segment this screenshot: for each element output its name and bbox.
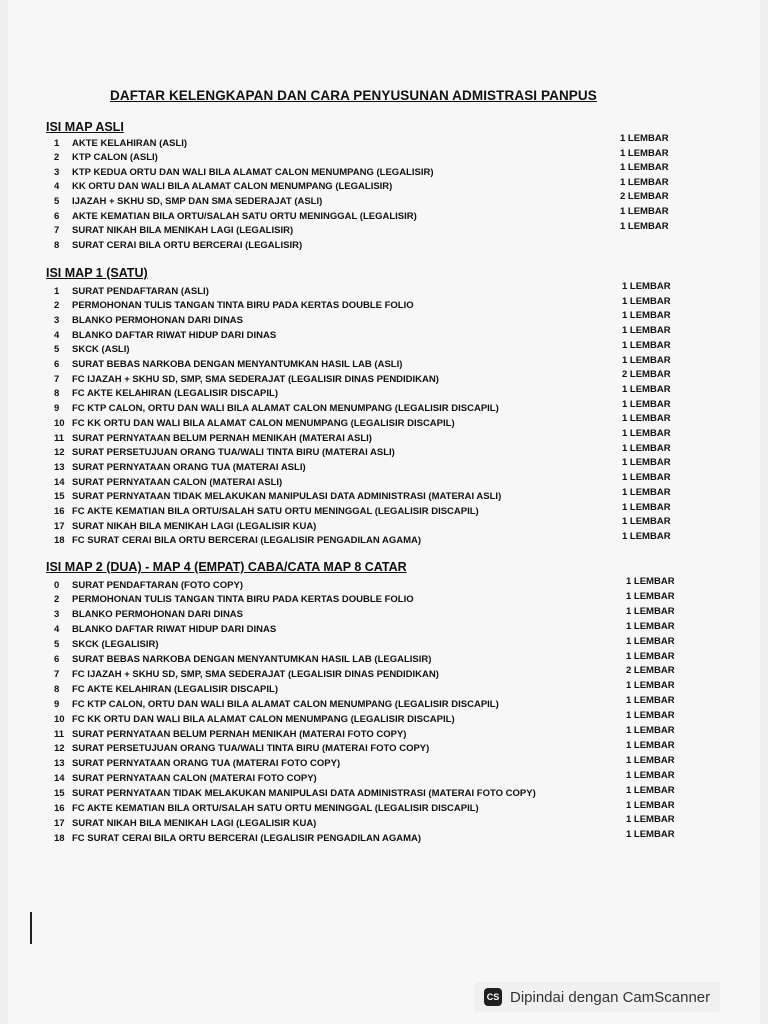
item-text: SURAT PERNYATAAN TIDAK MELAKUKAN MANIPULASI DATA ADMINISTRASI (MATERAI ASLI)	[72, 491, 502, 503]
item-quantity: 1 LEMBAR	[626, 635, 675, 647]
item-number: 12	[54, 743, 65, 755]
item-quantity: 1 LEMBAR	[622, 530, 671, 542]
item-text: KK ORTU DAN WALI BILA ALAMAT CALON MENUMPANG (LEGALISIR)	[72, 181, 393, 193]
list-item	[48, 653, 431, 667]
item-number: 2	[54, 152, 60, 164]
list-item	[48, 372, 439, 386]
item-text: SKCK (ASLI)	[72, 344, 130, 356]
item-quantity: 2 LEMBAR	[620, 191, 669, 203]
section-heading: ISI MAP 2 (DUA) - MAP 4 (EMPAT) CABA/CATA MAP 8 CATAR	[46, 560, 407, 574]
item-text: SKCK (LEGALISIR)	[72, 639, 159, 651]
item-quantity: 1 LEMBAR	[626, 739, 675, 751]
item-text: SURAT PERNYATAAN CALON (MATERAI ASLI)	[72, 476, 283, 488]
item-quantity: 1 LEMBAR	[620, 147, 669, 159]
list-item	[48, 165, 434, 179]
list-item	[48, 742, 429, 756]
item-number: 6	[54, 210, 60, 222]
list-item	[48, 712, 455, 726]
item-quantity: 1 LEMBAR	[620, 162, 669, 174]
list-item	[48, 519, 316, 533]
item-quantity: 1 LEMBAR	[622, 442, 671, 454]
item-number: 5	[54, 344, 60, 356]
item-quantity: 1 LEMBAR	[622, 325, 671, 337]
item-quantity: 1 LEMBAR	[622, 354, 671, 366]
list-item	[48, 667, 439, 681]
item-number: 6	[54, 654, 60, 665]
item-number: 9	[54, 403, 60, 415]
item-number: 18	[54, 535, 65, 547]
list-item	[48, 623, 276, 637]
item-text: FC AKTE KELAHIRAN (LEGALISIR DISCAPIL)	[72, 388, 279, 400]
item-text: FC AKTE KEMATIAN BILA ORTU/SALAH SATU ORTU MENINGGAL (LEGALISIR DISCAPIL)	[72, 803, 479, 814]
item-quantity: 1 LEMBAR	[622, 383, 671, 395]
item-quantity: 1 LEMBAR	[626, 650, 675, 662]
list-item	[48, 831, 421, 845]
item-text: FC IJAZAH + SKHU SD, SMP, SMA SEDERAJAT (LEGALISIR DINAS PENDIDIKAN)	[72, 373, 439, 385]
section-heading: ISI MAP ASLI	[46, 120, 124, 134]
list-item	[48, 802, 479, 816]
list-item	[48, 608, 243, 622]
list-item	[48, 697, 499, 711]
list-item	[48, 682, 278, 696]
item-text: SURAT BEBAS NARKOBA DENGAN MENYANTUMKAN HASIL LAB (ASLI)	[72, 359, 403, 370]
item-number: 7	[54, 373, 60, 385]
item-quantity: 2 LEMBAR	[626, 665, 675, 677]
item-quantity: 1 LEMBAR	[620, 176, 669, 188]
item-quantity: 1 LEMBAR	[622, 295, 671, 307]
camscanner-icon: CS	[484, 988, 502, 1006]
item-text: SURAT PERSETUJUAN ORANG TUA/WALI TINTA BIRU (MATERAI ASLI)	[72, 447, 395, 459]
item-quantity: 2 LEMBAR	[622, 369, 671, 381]
item-number: 14	[54, 773, 65, 785]
item-number: 12	[54, 447, 65, 459]
item-text: SURAT PERSETUJUAN ORANG TUA/WALI TINTA BIRU (MATERAI FOTO COPY)	[72, 743, 430, 755]
item-quantity: 1 LEMBAR	[622, 413, 671, 425]
list-item	[48, 343, 130, 357]
item-quantity: 1 LEMBAR	[622, 457, 671, 469]
item-quantity: 1 LEMBAR	[626, 680, 675, 692]
item-number: 10	[54, 713, 65, 725]
item-quantity: 1 LEMBAR	[622, 486, 671, 498]
item-quantity: 1 LEMBAR	[626, 576, 675, 587]
item-text: SURAT BEBAS NARKOBA DENGAN MENYANTUMKAN HASIL LAB (LEGALISIR)	[72, 654, 432, 665]
list-item	[48, 299, 414, 313]
list-item	[48, 358, 402, 372]
item-text: IJAZAH + SKHU SD, SMP DAN SMA SEDERAJAT (ASLI)	[72, 195, 323, 207]
item-number: 14	[54, 476, 65, 488]
list-item	[48, 416, 455, 430]
list-item	[48, 490, 501, 504]
item-number: 8	[54, 388, 60, 400]
item-text: SURAT NIKAH BILA MENIKAH LAGI (LEGALISIR)	[72, 225, 294, 237]
item-number: 5	[54, 639, 60, 651]
item-number: 16	[54, 803, 65, 814]
list-item	[48, 402, 499, 416]
item-text: BLANKO DAFTAR RIWAT HIDUP DARI DINAS	[72, 329, 277, 341]
item-quantity: 1 LEMBAR	[626, 769, 675, 781]
item-quantity: 1 LEMBAR	[622, 516, 671, 528]
item-text: SURAT PERNYATAAN BELUM PERNAH MENIKAH (MATERAI ASLI)	[72, 432, 372, 444]
list-item	[48, 475, 282, 489]
item-text: SURAT NIKAH BILA MENIKAH LAGI (LEGALISIR KUA)	[72, 817, 317, 829]
item-number: 13	[54, 461, 65, 473]
item-number: 17	[54, 520, 65, 532]
item-number: 18	[54, 832, 65, 844]
item-quantity: 1 LEMBAR	[626, 620, 675, 632]
item-quantity: 1 LEMBAR	[622, 472, 671, 484]
item-quantity: 1 LEMBAR	[626, 710, 675, 722]
list-item	[48, 209, 417, 223]
item-quantity: 1 LEMBAR	[626, 814, 675, 826]
item-quantity: 1 LEMBAR	[622, 501, 671, 513]
item-number: 15	[54, 491, 65, 503]
list-item	[48, 151, 158, 165]
item-quantity: 1 LEMBAR	[622, 398, 671, 410]
list-item	[48, 224, 293, 238]
item-number: 8	[54, 239, 60, 251]
list-item	[48, 136, 187, 150]
document-title: DAFTAR KELENGKAPAN DAN CARA PENYUSUNAN ADMISTRASI PANPUS	[110, 88, 597, 103]
watermark-text: Dipindai dengan CamScanner	[510, 988, 711, 1006]
list-item	[48, 578, 243, 592]
item-number: 5	[54, 195, 60, 207]
item-number: 4	[54, 624, 60, 636]
list-item	[48, 328, 276, 342]
item-number: 8	[54, 683, 60, 695]
item-text: SURAT PENDAFTARAN (FOTO COPY)	[72, 579, 243, 591]
item-number: 17	[54, 817, 65, 829]
item-number: 16	[54, 506, 65, 517]
item-text: FC KK ORTU DAN WALI BILA ALAMAT CALON MENUMPANG (LEGALISIR DISCAPIL)	[72, 417, 455, 429]
list-item	[48, 727, 406, 741]
item-quantity: 1 LEMBAR	[620, 220, 669, 232]
item-text: FC SURAT CERAI BILA ORTU BERCERAI (LEGALISIR PENGADILAN AGAMA)	[72, 535, 422, 547]
item-text: SURAT CERAI BILA ORTU BERCERAI (LEGALISIR)	[72, 239, 303, 251]
item-number: 11	[54, 432, 65, 444]
item-quantity: 1 LEMBAR	[620, 133, 669, 144]
item-text: SURAT PERNYATAAN TIDAK MELAKUKAN MANIPULASI DATA ADMINISTRASI (MATERAI FOTO COPY)	[72, 788, 536, 800]
list-item	[48, 460, 306, 474]
item-quantity: 1 LEMBAR	[622, 281, 671, 292]
item-number: 11	[54, 728, 65, 740]
list-item	[48, 284, 209, 298]
item-quantity: 1 LEMBAR	[626, 605, 675, 617]
item-number: 2	[54, 300, 60, 312]
item-quantity: 1 LEMBAR	[622, 428, 671, 439]
item-number: 10	[54, 417, 65, 429]
item-number: 4	[54, 329, 60, 341]
item-text: FC KTP CALON, ORTU DAN WALI BILA ALAMAT CALON MENUMPANG (LEGALISIR DISCAPIL)	[72, 698, 499, 710]
item-text: PERMOHONAN TULIS TANGAN TINTA BIRU PADA KERTAS DOUBLE FOLIO	[72, 594, 414, 606]
item-text: KTP KEDUA ORTU DAN WALI BILA ALAMAT CALON MENUMPANG (LEGALISIR)	[72, 166, 434, 178]
item-text: AKTE KEMATIAN BILA ORTU/SALAH SATU ORTU MENINGGAL (LEGALISIR)	[72, 210, 417, 222]
item-number: 3	[54, 166, 60, 178]
item-text: FC KK ORTU DAN WALI BILA ALAMAT CALON MENUMPANG (LEGALISIR DISCAPIL)	[72, 713, 455, 725]
item-number: 9	[54, 698, 60, 710]
item-number: 3	[54, 609, 60, 621]
item-number: 13	[54, 758, 65, 770]
item-text: SURAT NIKAH BILA MENIKAH LAGI (LEGALISIR KUA)	[72, 520, 317, 532]
item-text: FC IJAZAH + SKHU SD, SMP, SMA SEDERAJAT (LEGALISIR DINAS PENDIDIKAN)	[72, 668, 439, 680]
list-item	[48, 313, 243, 327]
list-item	[48, 787, 536, 801]
item-text: BLANKO DAFTAR RIWAT HIDUP DARI DINAS	[72, 624, 277, 636]
camscanner-watermark	[474, 982, 720, 1012]
list-item	[48, 238, 302, 252]
list-item	[48, 772, 317, 786]
item-number: 7	[54, 225, 60, 237]
item-text: PERMOHONAN TULIS TANGAN TINTA BIRU PADA KERTAS DOUBLE FOLIO	[72, 300, 414, 312]
item-text: SURAT PERNYATAAN CALON (MATERAI FOTO COPY)	[72, 773, 317, 785]
item-text: SURAT PENDAFTARAN (ASLI)	[72, 285, 209, 297]
item-number: 2	[54, 594, 60, 606]
item-number: 3	[54, 314, 60, 326]
item-quantity: 1 LEMBAR	[626, 590, 675, 602]
item-text: KTP CALON (ASLI)	[72, 152, 158, 164]
item-quantity: 1 LEMBAR	[626, 799, 675, 811]
item-number: 4	[54, 181, 60, 193]
item-text: BLANKO PERMOHONAN DARI DINAS	[72, 314, 243, 326]
item-quantity: 1 LEMBAR	[626, 754, 675, 766]
item-number: 7	[54, 668, 60, 680]
item-quantity: 1 LEMBAR	[622, 310, 671, 322]
list-item	[48, 757, 340, 771]
list-item	[48, 816, 316, 830]
item-number: 1	[54, 285, 60, 297]
item-text: FC AKTE KELAHIRAN (LEGALISIR DISCAPIL)	[72, 683, 279, 695]
item-text: AKTE KELAHIRAN (ASLI)	[72, 137, 188, 149]
list-item	[48, 505, 479, 519]
item-text: SURAT PERNYATAAN BELUM PERNAH MENIKAH (MATERAI FOTO COPY)	[72, 728, 407, 740]
item-quantity: 1 LEMBAR	[620, 206, 669, 217]
item-number: 15	[54, 788, 65, 800]
item-quantity: 1 LEMBAR	[622, 339, 671, 351]
item-text: SURAT PERNYATAAN ORANG TUA (MATERAI FOTO COPY)	[72, 758, 341, 770]
list-item	[48, 534, 421, 548]
item-quantity: 1 LEMBAR	[626, 725, 675, 736]
list-item	[48, 387, 278, 401]
list-item	[48, 180, 392, 194]
list-item	[48, 638, 159, 652]
item-number: 0	[54, 579, 60, 591]
item-quantity: 1 LEMBAR	[626, 784, 675, 796]
section-heading: ISI MAP 1 (SATU)	[46, 266, 148, 280]
item-number: 1	[54, 137, 60, 149]
item-number: 6	[54, 359, 60, 370]
list-item	[48, 431, 372, 445]
item-quantity: 1 LEMBAR	[626, 829, 675, 841]
item-text: SURAT PERNYATAAN ORANG TUA (MATERAI ASLI)	[72, 461, 306, 473]
item-text: BLANKO PERMOHONAN DARI DINAS	[72, 609, 243, 621]
list-item	[48, 194, 322, 208]
item-text: FC KTP CALON, ORTU DAN WALI BILA ALAMAT CALON MENUMPANG (LEGALISIR DISCAPIL)	[72, 403, 499, 415]
list-item	[48, 593, 414, 607]
item-text: FC AKTE KEMATIAN BILA ORTU/SALAH SATU ORTU MENINGGAL (LEGALISIR DISCAPIL)	[72, 506, 479, 517]
list-item	[48, 446, 395, 460]
scan-edge-mark	[30, 912, 32, 944]
item-quantity: 1 LEMBAR	[626, 695, 675, 707]
item-text: FC SURAT CERAI BILA ORTU BERCERAI (LEGALISIR PENGADILAN AGAMA)	[72, 832, 422, 844]
